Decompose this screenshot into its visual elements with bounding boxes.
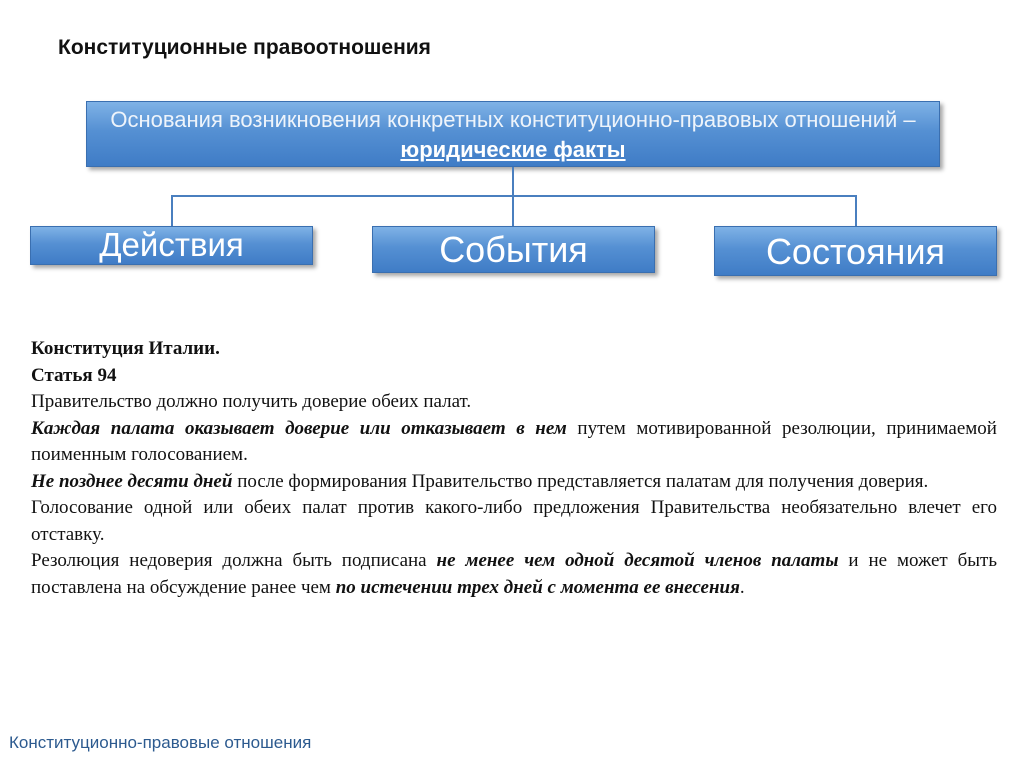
box-events: События — [372, 226, 655, 273]
article-p5-emphasis-1: не менее чем одной десятой членов палаты — [436, 550, 839, 571]
article-heading: Конституция Италии. — [31, 338, 220, 359]
slide-title: Конституционные правоотношения — [58, 36, 431, 59]
article-paragraph-3 — [31, 469, 997, 496]
box-actions: Действия — [30, 226, 313, 265]
article-p3-emphasis: Не позднее десяти дней — [31, 470, 233, 492]
article-paragraph-5 — [31, 548, 997, 601]
article-subheading: Статья 94 — [31, 364, 117, 386]
root-box-legal-facts — [86, 101, 940, 167]
article-paragraph-2 — [31, 416, 997, 469]
article-paragraph-1: Правительство должно получить доверие обеих палат. — [31, 391, 472, 412]
article-p5-a: Резолюция недоверия должна быть подписана — [31, 550, 437, 571]
article-p3-rest: после формирования Правительство представляется палатам для получения доверия. — [232, 470, 929, 492]
connector-middle-drop — [512, 195, 514, 226]
box-states: Состояния — [714, 226, 997, 276]
article-p5-emphasis-2: по истечении трех дней с момента ее внесения — [335, 576, 740, 598]
connector-root-vertical — [512, 167, 514, 196]
article-p5-b: и не может быть поставлена на обсуждение ранее чем — [31, 550, 998, 598]
slide-footer: Конституционно-правовые отношения — [9, 733, 312, 752]
article-text — [31, 336, 997, 601]
root-box-emphasis: юридические факты — [400, 137, 626, 162]
article-p2-emphasis: Каждая палата оказывает доверие или отказывает в нем — [31, 417, 567, 439]
connector-right-drop — [855, 195, 857, 226]
root-box-text: Основания возникновения конкретных конституционно-правовых отношений – — [110, 107, 916, 132]
article-p5-c: . — [739, 576, 745, 598]
connector-horizontal — [171, 195, 857, 197]
article-paragraph-4: Голосование одной или обеих палат против какого-либо предложения Правительства необязательно влечет его отставку. — [31, 497, 997, 545]
connector-left-drop — [171, 195, 173, 226]
article-p2-rest: путем мотивированной резолюции, принимаемой поименным голосованием. — [31, 417, 997, 465]
